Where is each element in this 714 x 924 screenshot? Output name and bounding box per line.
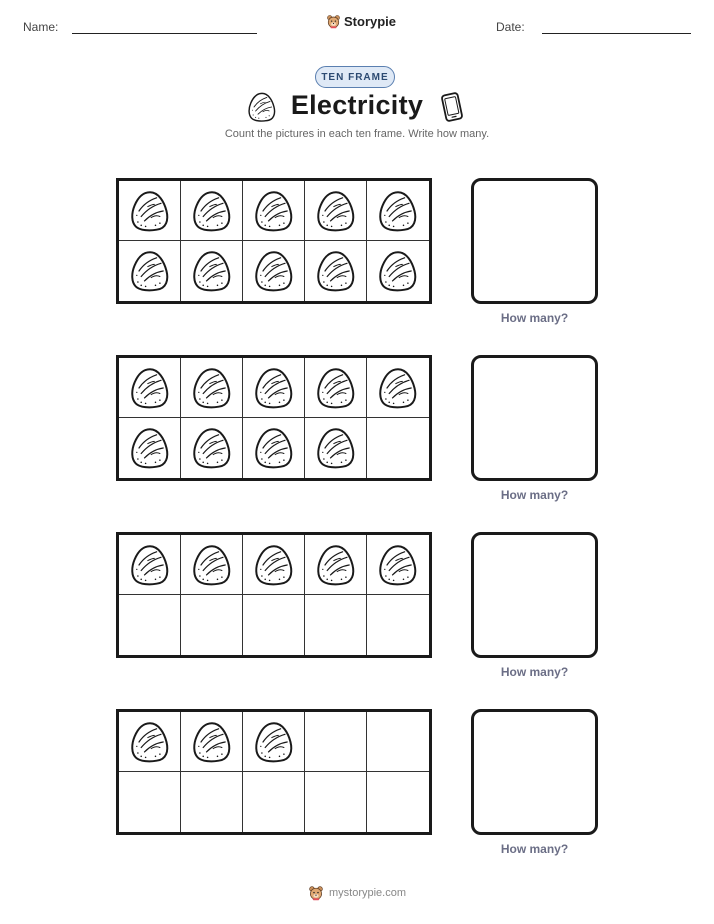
instructions: Count the pictures in each ten frame. Write how many. — [224, 128, 490, 140]
name-line[interactable] — [72, 33, 257, 34]
ten-frame-cell — [243, 772, 305, 832]
rock-icon — [252, 426, 296, 470]
rock-icon — [190, 720, 234, 764]
ten-frame-cell — [243, 418, 305, 478]
ten-frame-cell — [181, 712, 243, 772]
footer-url: mystorypie.com — [328, 887, 407, 899]
ten-frame-cell — [243, 181, 305, 241]
ten-frame-cell — [305, 712, 367, 772]
brand-name: Storypie — [344, 14, 397, 29]
ten-frame-cell — [119, 535, 181, 595]
bear-mascot-icon — [326, 14, 341, 29]
ten-frame-cell — [305, 418, 367, 478]
rock-icon — [314, 249, 358, 293]
ten-frame-cell — [305, 181, 367, 241]
rock-icon — [252, 249, 296, 293]
date-label: Date: — [496, 20, 525, 34]
footer — [0, 885, 714, 901]
ten-frame-cell — [305, 535, 367, 595]
rock-icon — [190, 189, 234, 233]
ten-frame-cell — [181, 418, 243, 478]
ten-frame-cell — [119, 418, 181, 478]
ten-frame-cell — [243, 595, 305, 655]
rock-icon — [376, 249, 420, 293]
rock-icon — [190, 366, 234, 410]
answer-box[interactable] — [471, 355, 598, 481]
name-label: Name: — [23, 20, 59, 34]
ten-frame-cell — [243, 535, 305, 595]
ten-frame-cell — [181, 181, 243, 241]
ten-frame — [116, 355, 432, 481]
ten-frame — [116, 532, 432, 658]
rock-icon — [128, 426, 172, 470]
ten-frame-cell — [305, 595, 367, 655]
ten-frame-cell — [181, 772, 243, 832]
how-many-label: How many? — [500, 311, 569, 325]
rock-icon — [252, 366, 296, 410]
ten-frame-cell — [367, 181, 429, 241]
ten-frame-cell — [367, 595, 429, 655]
ten-frame-cell — [181, 595, 243, 655]
rock-icon — [252, 189, 296, 233]
ten-frame — [116, 709, 432, 835]
ten-frame-cell — [119, 595, 181, 655]
ten-frame — [116, 178, 432, 304]
ten-frame-cell — [119, 712, 181, 772]
ten-frame-cell — [119, 358, 181, 418]
rock-icon — [252, 543, 296, 587]
ten-frame-cell — [367, 535, 429, 595]
rock-icon — [128, 189, 172, 233]
page-title: Electricity — [290, 90, 424, 120]
how-many-label: How many? — [500, 842, 569, 856]
ten-frame-cell — [367, 241, 429, 301]
how-many-label: How many? — [500, 665, 569, 679]
rock-icon — [252, 720, 296, 764]
ten-frame-cell — [181, 241, 243, 301]
rock-icon — [314, 543, 358, 587]
rock-icon — [376, 366, 420, 410]
rock-icon — [314, 426, 358, 470]
answer-box[interactable] — [471, 709, 598, 835]
rock-icon — [376, 189, 420, 233]
rock-icon — [314, 189, 358, 233]
ten-frame-cell — [305, 358, 367, 418]
brand-logo — [326, 14, 396, 29]
rock-icon — [128, 249, 172, 293]
ten-frame-cell — [305, 241, 367, 301]
ten-frame-cell — [367, 772, 429, 832]
date-line[interactable] — [542, 33, 691, 34]
rock-icon — [128, 543, 172, 587]
ten-frame-cell — [367, 358, 429, 418]
rock-icon — [376, 543, 420, 587]
rock-icon — [190, 543, 234, 587]
ten-frame-cell — [243, 712, 305, 772]
ten-frame-cell — [243, 241, 305, 301]
rock-icon — [128, 366, 172, 410]
phone-icon — [438, 91, 466, 123]
ten-frame-cell — [367, 418, 429, 478]
ten-frame-cell — [181, 358, 243, 418]
ten-frame-cell — [181, 535, 243, 595]
ten-frame-cell — [305, 772, 367, 832]
rock-icon — [128, 720, 172, 764]
answer-box[interactable] — [471, 178, 598, 304]
ten-frame-badge: TEN FRAME — [315, 66, 395, 88]
rock-icon — [314, 366, 358, 410]
how-many-label: How many? — [500, 488, 569, 502]
bear-mascot-icon — [308, 885, 324, 901]
ten-frame-cell — [367, 712, 429, 772]
rock-icon — [190, 426, 234, 470]
rock-icon — [190, 249, 234, 293]
ten-frame-cell — [119, 772, 181, 832]
ten-frame-cell — [119, 241, 181, 301]
ten-frame-cell — [243, 358, 305, 418]
answer-box[interactable] — [471, 532, 598, 658]
ten-frame-cell — [119, 181, 181, 241]
